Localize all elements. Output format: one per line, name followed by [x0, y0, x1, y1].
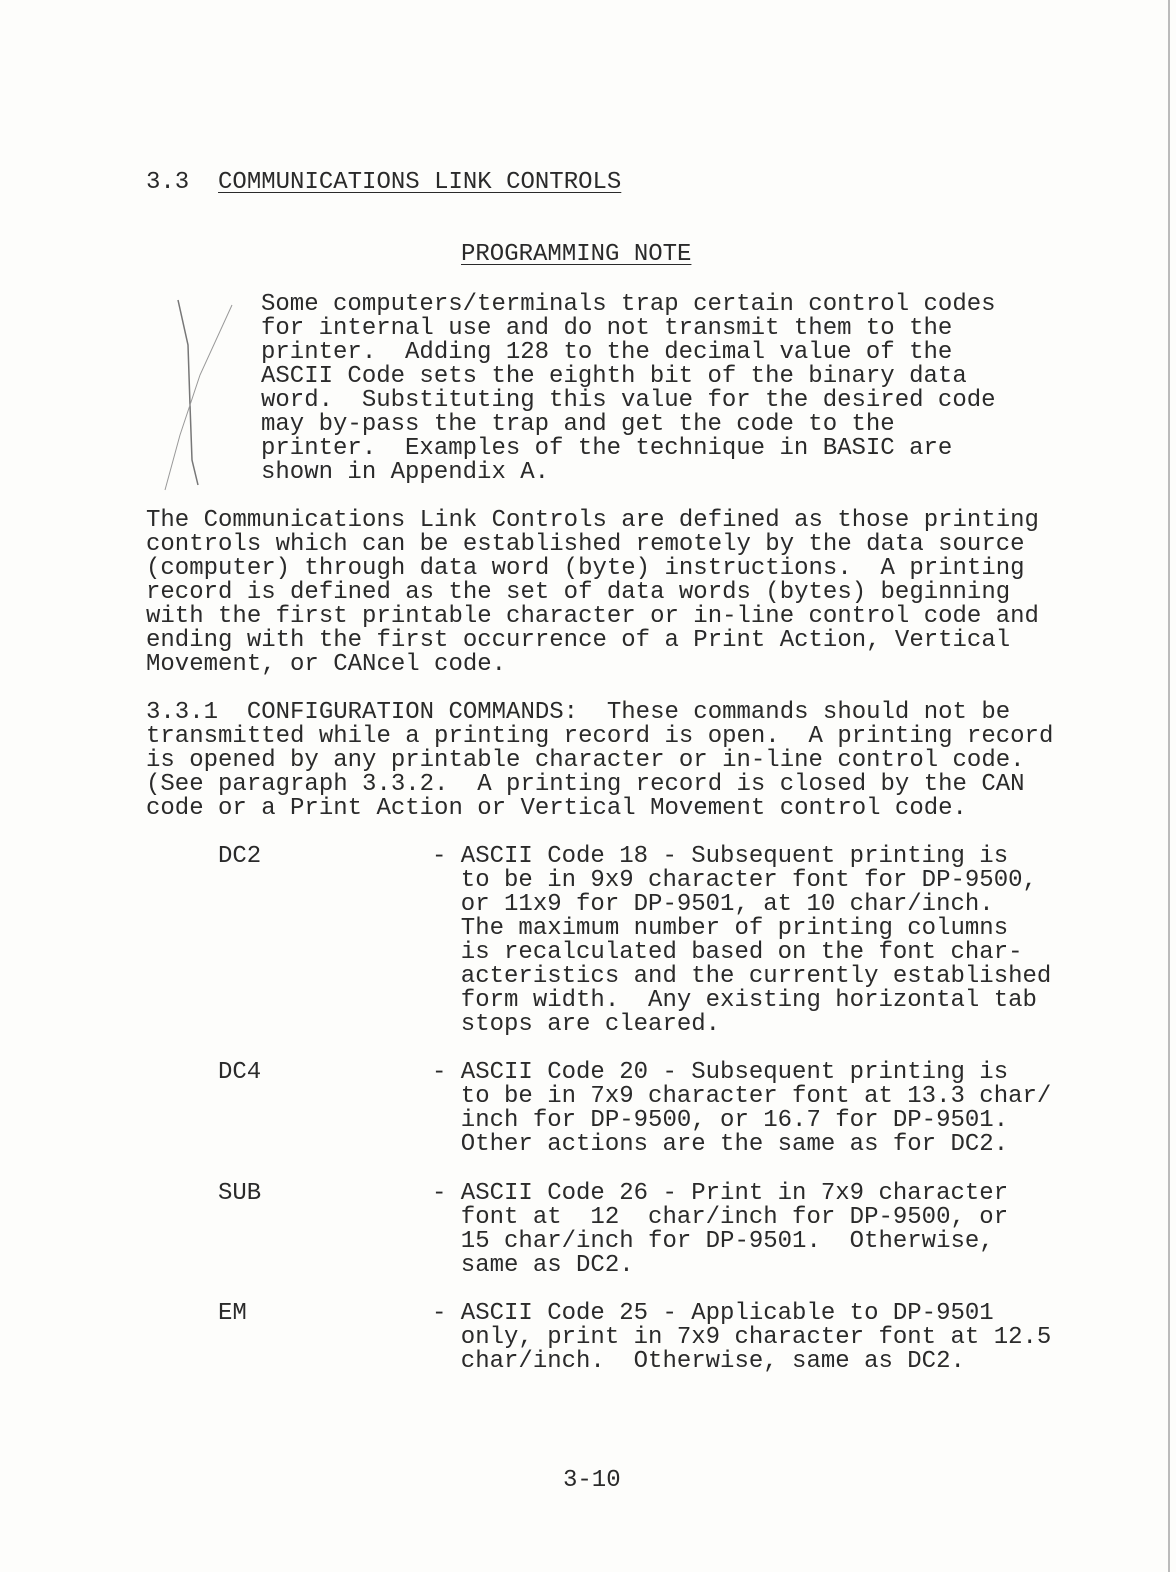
section-heading [146, 171, 621, 195]
page-number: 3-10 [563, 1467, 621, 1494]
intro-paragraph: The Communications Link Controls are defined as those printing controls which can be established remotely by the data source (computer) through data word (byte) instructions. A printing record is defined as the set of data words (bytes) beginning with the first printable character or in-line control code and ending with the first occurrence of a Print Action, Vertical Movement, or CANcel code. [146, 507, 1039, 678]
command-code: EM [218, 1300, 247, 1327]
heading-number: 3.3 [146, 169, 190, 196]
programming-note-body: Some computers/terminals trap certain control codes for internal use and do not transmit them to the printer. Adding 128 to the decimal value of the ASCII Code sets the eighth bit of the binary data word. Substituting this value for the desired code may by-pass the trap and get the code to the printer. Examples of the technique in BASIC are shown in Appendix A. [261, 291, 996, 486]
command-code: DC2 [218, 843, 262, 870]
command-code: DC4 [218, 1059, 262, 1086]
page-edge [1168, 0, 1170, 1572]
command-description: - ASCII Code 26 - Print in 7x9 character font at 12 char/inch for DP-9500, or 15 char/inch for DP-9501. Otherwise, same as DC2. [432, 1180, 1009, 1279]
handwritten-x-mark-icon [140, 285, 240, 495]
command-description: - ASCII Code 18 - Subsequent printing is to be in 9x9 character font for DP-9500, or 11x9 for DP-9501, at 10 char/inch. The maximum number of printing columns is recalculated based on the font char- acteristics and the currently established form width. Any existing horizontal tab stops are cleared. [432, 843, 1052, 1038]
configuration-commands-paragraph: 3.3.1 CONFIGURATION COMMANDS: These commands should not be transmitted while a printing record is open. A printing record is opened by any printable character or in-line control code. (See paragraph 3.3.2. A printing record is closed by the CAN code or a Print Action or Vertical Movement control code. [146, 699, 1054, 822]
command-description: - ASCII Code 20 - Subsequent printing is to be in 7x9 character font at 13.3 char/ inch for DP-9500, or 16.7 for DP-9501. Other actions are the same as for DC2. [432, 1059, 1052, 1158]
command-code: SUB [218, 1180, 262, 1207]
command-description: - ASCII Code 25 - Applicable to DP-9501 only, print in 7x9 character font at 12.5 char/inch. Otherwise, same as DC2. [432, 1300, 1052, 1375]
note-title: PROGRAMMING NOTE [461, 241, 692, 268]
heading-title: COMMUNICATIONS LINK CONTROLS [218, 169, 622, 196]
